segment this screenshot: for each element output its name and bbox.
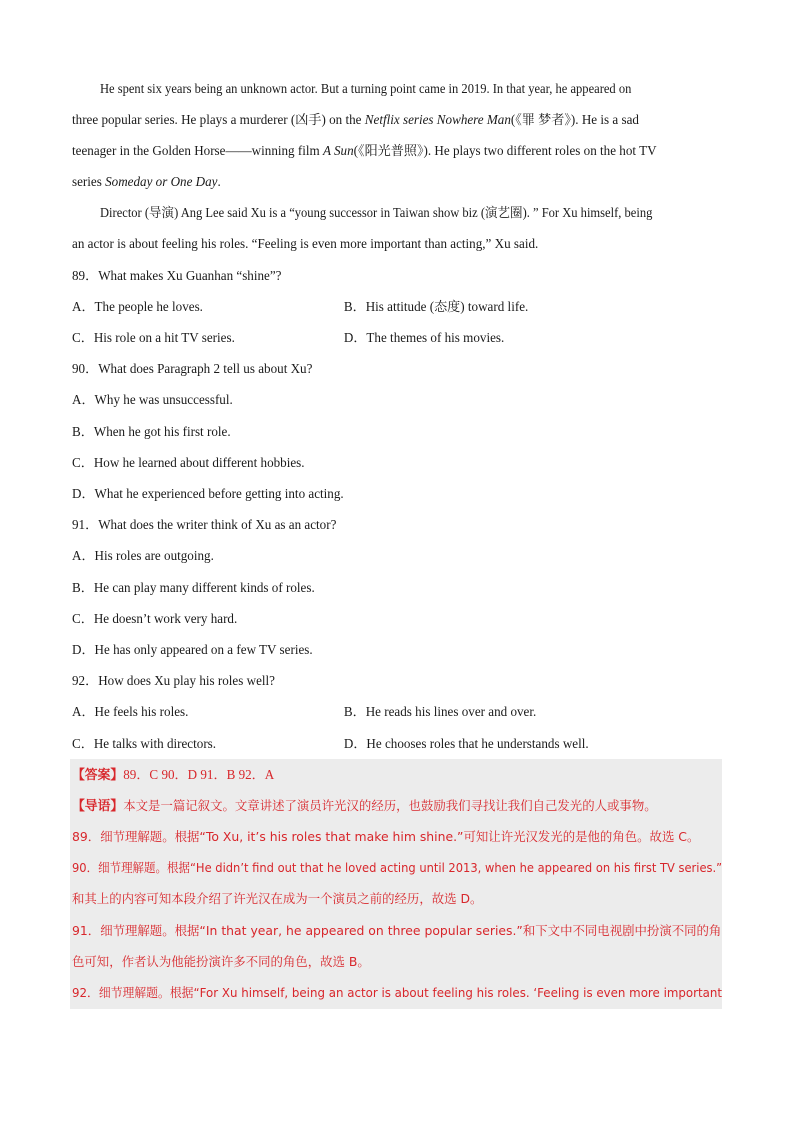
explanation-89: 89．细节理解题。根据“To Xu, it’s his roles that make him shine.”可知让许光汉发光的是他的角色。故选 C。 xyxy=(72,829,700,844)
passage-line: Director (导演) Ang Lee said Xu is a “young successor in Taiwan show biz (演艺圈). ” For Xu himself, being xyxy=(100,205,653,220)
passage-text: (《阳光普照》). He plays two different roles on the hot TV xyxy=(353,143,657,158)
guide-text: 本文是一篇记叙文。文章讲述了演员许光汉的经历，也鼓励我们寻找让我们自己发光的人或事物。 xyxy=(123,798,657,813)
option-a: A．He feels his roles. xyxy=(72,704,189,719)
option-c: C．He talks with directors. xyxy=(72,736,217,751)
passage-italic-title: A Sun xyxy=(322,143,354,158)
answer-key: 89．C 90．D 91．B 92．A xyxy=(123,767,275,782)
passage-text: teenager in the Golden Horse——winning film xyxy=(72,143,323,158)
explanation-91-cont: 色可知，作者认为他能扮演许多不同的角色，故选 B。 xyxy=(72,954,370,969)
option-c: C．How he learned about different hobbies. xyxy=(72,455,305,470)
passage-italic-title: Netflix series Nowhere Man xyxy=(364,112,511,127)
option-c: C．His role on a hit TV series. xyxy=(72,330,235,345)
option-b: B．He can play many different kinds of roles. xyxy=(72,580,315,595)
passage-text: . xyxy=(217,174,221,189)
option-d: D．He has only appeared on a few TV series. xyxy=(72,642,313,657)
option-b: B．He reads his lines over and over. xyxy=(343,704,537,719)
explanation-90: 90．细节理解题。根据“He didn’t find out that he loved acting until 2013, when he appeared on his first TV series.” xyxy=(72,860,723,875)
question-stem: 90．What does Paragraph 2 tell us about Xu? xyxy=(72,361,313,376)
option-b: B．When he got his first role. xyxy=(72,424,231,439)
guide-label: 【导语】 xyxy=(72,799,124,814)
passage-line xyxy=(72,173,722,191)
guide-line xyxy=(72,797,722,816)
option-a: A．Why he was unsuccessful. xyxy=(72,392,233,407)
option-d: D．What he experienced before getting into acting. xyxy=(72,486,344,501)
question-option-row xyxy=(72,298,722,316)
passage-line xyxy=(72,142,722,160)
option-d: D．He chooses roles that he understands well. xyxy=(343,736,589,751)
option-c: C．He doesn’t work very hard. xyxy=(72,611,238,626)
passage-text: (《罪 梦者》). He is a sad xyxy=(510,112,639,127)
answer-label: 【答案】 xyxy=(72,768,124,783)
passage-text: three popular series. He plays a murderer (凶手) on the xyxy=(72,112,365,127)
question-option-row xyxy=(72,703,722,721)
question-option-row xyxy=(72,329,722,347)
question-option-row xyxy=(72,735,722,753)
passage-line: He spent six years being an unknown actor. But a turning point came in 2019. In that year, he appeared on xyxy=(100,81,632,96)
passage-text: series xyxy=(72,174,106,189)
passage-line: an actor is about feeling his roles. “Feeling is even more important than acting,” Xu said. xyxy=(72,236,539,251)
answer-key-line xyxy=(72,766,722,785)
explanation-90-cont: 和其上的内容可知本段介绍了许光汉在成为一个演员之前的经历，故选 D。 xyxy=(72,891,483,906)
option-b: B．His attitude (态度) toward life. xyxy=(343,299,529,314)
option-a: A．His roles are outgoing. xyxy=(72,548,214,563)
passage-line xyxy=(72,111,722,129)
question-stem: 89．What makes Xu Guanhan “shine”? xyxy=(72,268,282,283)
question-stem: 91．What does the writer think of Xu as an actor? xyxy=(72,517,337,532)
option-d: D．The themes of his movies. xyxy=(343,330,505,345)
explanation-91: 91．细节理解题。根据“In that year, he appeared on three popular series.”和下文中不同电视剧中扮演不同的角 xyxy=(72,923,722,938)
explanation-92: 92．细节理解题。根据“For Xu himself, being an actor is about feeling his roles. ‘Feeling is even more important xyxy=(72,985,723,1000)
passage-italic-title: Someday or One Day xyxy=(105,174,218,189)
option-a: A．The people he loves. xyxy=(72,299,203,314)
question-stem: 92．How does Xu play his roles well? xyxy=(72,673,275,688)
